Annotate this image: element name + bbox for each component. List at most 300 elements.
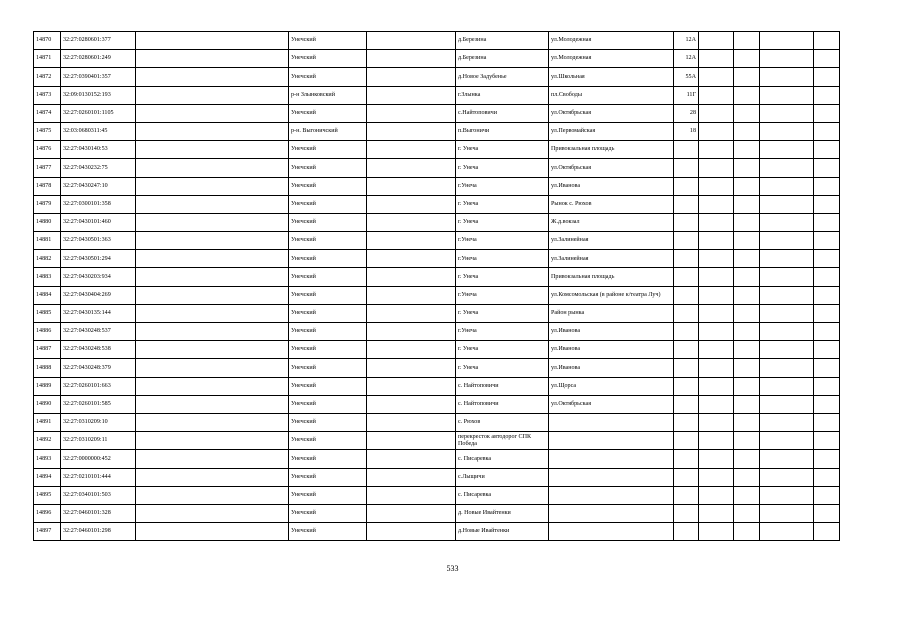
empty-cell — [699, 232, 734, 250]
settlement-cell: с.Найтоповичи — [456, 104, 549, 122]
row-id-cell: 14882 — [34, 250, 61, 268]
empty-cell — [814, 359, 840, 377]
street-cell — [549, 486, 674, 504]
settlement-cell: д.Новое Задубенье — [456, 68, 549, 86]
street-cell — [549, 523, 674, 541]
empty-cell — [367, 286, 456, 304]
empty-cell — [734, 468, 760, 486]
street-cell: Ж.д.вокзал — [549, 213, 674, 231]
empty-cell — [814, 50, 840, 68]
district-cell: Унечский — [289, 232, 367, 250]
cadastral-number-cell: 32:27:0260101:1105 — [61, 104, 136, 122]
empty-cell — [699, 523, 734, 541]
street-cell: Рынок с. Рюхов — [549, 195, 674, 213]
row-id-cell: 14877 — [34, 159, 61, 177]
empty-cell — [734, 232, 760, 250]
empty-cell — [760, 50, 814, 68]
table-row — [34, 450, 840, 468]
street-cell: ул.Залинейная — [549, 250, 674, 268]
empty-cell — [760, 195, 814, 213]
house-number-cell — [674, 177, 699, 195]
table-row — [34, 141, 840, 159]
house-number-cell — [674, 250, 699, 268]
empty-cell — [367, 413, 456, 431]
empty-cell — [136, 213, 289, 231]
settlement-cell: г.Унеча — [456, 286, 549, 304]
empty-cell — [760, 450, 814, 468]
table-row — [34, 250, 840, 268]
empty-cell — [699, 286, 734, 304]
settlement-cell: д.Новые Ивайтенки — [456, 523, 549, 541]
row-id-cell: 14871 — [34, 50, 61, 68]
empty-cell — [136, 86, 289, 104]
cadastral-number-cell: 32:27:0000000:452 — [61, 450, 136, 468]
table-row — [34, 377, 840, 395]
empty-cell — [367, 213, 456, 231]
house-number-cell: 18 — [674, 122, 699, 140]
empty-cell — [367, 523, 456, 541]
empty-cell — [136, 50, 289, 68]
house-number-cell — [674, 286, 699, 304]
cadastral-number-cell: 32:27:0430404:269 — [61, 286, 136, 304]
empty-cell — [136, 122, 289, 140]
table-row — [34, 68, 840, 86]
empty-cell — [734, 395, 760, 413]
empty-cell — [814, 504, 840, 522]
district-cell: Унечский — [289, 268, 367, 286]
empty-cell — [734, 504, 760, 522]
cadastral-number-cell: 32:27:0260101:663 — [61, 377, 136, 395]
empty-cell — [760, 32, 814, 50]
empty-cell — [734, 141, 760, 159]
empty-cell — [734, 268, 760, 286]
row-id-cell: 14884 — [34, 286, 61, 304]
cadastral-number-cell: 32:27:0430203:934 — [61, 268, 136, 286]
house-number-cell — [674, 159, 699, 177]
empty-cell — [136, 523, 289, 541]
empty-cell — [367, 86, 456, 104]
empty-cell — [760, 359, 814, 377]
empty-cell — [699, 304, 734, 322]
empty-cell — [367, 432, 456, 450]
empty-cell — [760, 122, 814, 140]
empty-cell — [136, 195, 289, 213]
row-id-cell: 14897 — [34, 523, 61, 541]
empty-cell — [699, 450, 734, 468]
empty-cell — [699, 141, 734, 159]
empty-cell — [814, 468, 840, 486]
table-row — [34, 504, 840, 522]
street-cell: ул.Комсомольская (в районе к/театра Луч) — [549, 286, 674, 304]
settlement-cell: с. Писаревка — [456, 450, 549, 468]
empty-cell — [814, 141, 840, 159]
row-id-cell: 14875 — [34, 122, 61, 140]
empty-cell — [367, 377, 456, 395]
house-number-cell — [674, 232, 699, 250]
empty-cell — [760, 286, 814, 304]
empty-cell — [734, 68, 760, 86]
row-id-cell: 14885 — [34, 304, 61, 322]
street-cell: ул.Октябрьская — [549, 104, 674, 122]
table-row — [34, 395, 840, 413]
empty-cell — [760, 159, 814, 177]
table-row — [34, 232, 840, 250]
settlement-cell: г. Унеча — [456, 304, 549, 322]
table-row — [34, 177, 840, 195]
cadastral-number-cell: 32:27:0310209:10 — [61, 413, 136, 431]
empty-cell — [367, 141, 456, 159]
empty-cell — [699, 359, 734, 377]
empty-cell — [734, 122, 760, 140]
street-cell: ул.Школьная — [549, 68, 674, 86]
empty-cell — [760, 413, 814, 431]
street-cell — [549, 413, 674, 431]
empty-cell — [760, 468, 814, 486]
district-cell: Унечский — [289, 68, 367, 86]
district-cell: Унечский — [289, 213, 367, 231]
district-cell: Унечский — [289, 341, 367, 359]
empty-cell — [699, 68, 734, 86]
empty-cell — [136, 141, 289, 159]
empty-cell — [136, 177, 289, 195]
empty-cell — [699, 104, 734, 122]
cadastral-number-cell: 32:27:0430248:379 — [61, 359, 136, 377]
house-number-cell — [674, 341, 699, 359]
cadastral-number-cell: 32:27:0460101:298 — [61, 523, 136, 541]
house-number-cell — [674, 359, 699, 377]
settlement-cell: перекресток автодорог СПК Победа — [456, 432, 549, 450]
empty-cell — [734, 486, 760, 504]
empty-cell — [814, 250, 840, 268]
cadastral-number-cell: 32:27:0430247:10 — [61, 177, 136, 195]
house-number-cell — [674, 432, 699, 450]
district-cell: Унечский — [289, 286, 367, 304]
empty-cell — [699, 432, 734, 450]
row-id-cell: 14893 — [34, 450, 61, 468]
empty-cell — [699, 159, 734, 177]
empty-cell — [136, 341, 289, 359]
empty-cell — [734, 250, 760, 268]
row-id-cell: 14870 — [34, 32, 61, 50]
district-cell: Унечский — [289, 141, 367, 159]
settlement-cell: г. Унеча — [456, 141, 549, 159]
house-number-cell — [674, 413, 699, 431]
row-id-cell: 14891 — [34, 413, 61, 431]
district-cell: Унечский — [289, 177, 367, 195]
district-cell: Унечский — [289, 377, 367, 395]
empty-cell — [367, 32, 456, 50]
table-row — [34, 104, 840, 122]
empty-cell — [136, 450, 289, 468]
empty-cell — [136, 304, 289, 322]
empty-cell — [699, 86, 734, 104]
empty-cell — [699, 195, 734, 213]
empty-cell — [734, 341, 760, 359]
empty-cell — [760, 486, 814, 504]
district-cell: Унечский — [289, 504, 367, 522]
settlement-cell: г. Унеча — [456, 359, 549, 377]
settlement-cell: с. Найтоповичи — [456, 377, 549, 395]
empty-cell — [136, 159, 289, 177]
empty-cell — [760, 432, 814, 450]
house-number-cell — [674, 141, 699, 159]
empty-cell — [814, 104, 840, 122]
district-cell: Унечский — [289, 523, 367, 541]
row-id-cell: 14886 — [34, 323, 61, 341]
empty-cell — [734, 450, 760, 468]
row-id-cell: 14890 — [34, 395, 61, 413]
table-body — [34, 32, 840, 541]
settlement-cell: с. Найтоповичи — [456, 395, 549, 413]
empty-cell — [760, 323, 814, 341]
empty-cell — [734, 213, 760, 231]
empty-cell — [699, 213, 734, 231]
empty-cell — [734, 359, 760, 377]
table-row — [34, 304, 840, 322]
table-row — [34, 213, 840, 231]
cadastral-number-cell: 32:03:0680311:45 — [61, 122, 136, 140]
empty-cell — [699, 413, 734, 431]
district-cell: Унечский — [289, 468, 367, 486]
empty-cell — [367, 177, 456, 195]
empty-cell — [699, 323, 734, 341]
street-cell — [549, 504, 674, 522]
table-row — [34, 32, 840, 50]
empty-cell — [136, 232, 289, 250]
house-number-cell: 12А — [674, 32, 699, 50]
house-number-cell: 28 — [674, 104, 699, 122]
district-cell: Унечский — [289, 159, 367, 177]
cadastral-number-cell: 32:27:0430140:53 — [61, 141, 136, 159]
empty-cell — [136, 377, 289, 395]
empty-cell — [367, 395, 456, 413]
street-cell: пл.Свободы — [549, 86, 674, 104]
empty-cell — [814, 232, 840, 250]
house-number-cell — [674, 268, 699, 286]
district-cell: Унечский — [289, 304, 367, 322]
empty-cell — [734, 432, 760, 450]
row-id-cell: 14878 — [34, 177, 61, 195]
empty-cell — [814, 432, 840, 450]
street-cell: ул.Молодежная — [549, 32, 674, 50]
empty-cell — [367, 50, 456, 68]
empty-cell — [367, 486, 456, 504]
empty-cell — [367, 450, 456, 468]
empty-cell — [699, 177, 734, 195]
row-id-cell: 14874 — [34, 104, 61, 122]
table-row — [34, 432, 840, 450]
empty-cell — [734, 413, 760, 431]
empty-cell — [814, 195, 840, 213]
table-row — [34, 50, 840, 68]
house-number-cell — [674, 486, 699, 504]
house-number-cell: 55А — [674, 68, 699, 86]
street-cell: ул.Иванова — [549, 177, 674, 195]
empty-cell — [699, 486, 734, 504]
empty-cell — [367, 104, 456, 122]
empty-cell — [760, 341, 814, 359]
house-number-cell — [674, 213, 699, 231]
district-cell: Унечский — [289, 359, 367, 377]
settlement-cell: г. Унеча — [456, 195, 549, 213]
empty-cell — [814, 450, 840, 468]
empty-cell — [734, 159, 760, 177]
empty-cell — [814, 523, 840, 541]
cadastral-number-cell: 32:27:0460101:328 — [61, 504, 136, 522]
cadastral-number-cell: 32:27:0430501:363 — [61, 232, 136, 250]
empty-cell — [367, 195, 456, 213]
street-cell: ул.Октябрьская — [549, 395, 674, 413]
house-number-cell — [674, 304, 699, 322]
empty-cell — [699, 504, 734, 522]
district-cell: Унечский — [289, 432, 367, 450]
cadastral-number-cell: 32:27:0390401:357 — [61, 68, 136, 86]
empty-cell — [699, 32, 734, 50]
empty-cell — [814, 68, 840, 86]
house-number-cell — [674, 395, 699, 413]
settlement-cell: с.Лыщичи — [456, 468, 549, 486]
cadastral-number-cell: 32:27:0430232:75 — [61, 159, 136, 177]
house-number-cell — [674, 323, 699, 341]
empty-cell — [136, 104, 289, 122]
street-cell: ул.Залинейная — [549, 232, 674, 250]
empty-cell — [699, 50, 734, 68]
empty-cell — [136, 268, 289, 286]
row-id-cell: 14880 — [34, 213, 61, 231]
street-cell: Район рынка — [549, 304, 674, 322]
table-row — [34, 359, 840, 377]
empty-cell — [814, 341, 840, 359]
table-row — [34, 86, 840, 104]
row-id-cell: 14892 — [34, 432, 61, 450]
row-id-cell: 14887 — [34, 341, 61, 359]
district-cell: Унечский — [289, 50, 367, 68]
empty-cell — [760, 213, 814, 231]
street-cell: ул.Щорса — [549, 377, 674, 395]
empty-cell — [699, 395, 734, 413]
empty-cell — [760, 268, 814, 286]
empty-cell — [136, 395, 289, 413]
empty-cell — [699, 468, 734, 486]
empty-cell — [136, 468, 289, 486]
house-number-cell: 12А — [674, 50, 699, 68]
empty-cell — [136, 68, 289, 86]
house-number-cell — [674, 468, 699, 486]
empty-cell — [734, 177, 760, 195]
district-cell: р-н. Выгоничский — [289, 122, 367, 140]
cadastral-number-cell: 32:27:0260101:585 — [61, 395, 136, 413]
district-cell: Унечский — [289, 195, 367, 213]
table-row — [34, 195, 840, 213]
empty-cell — [136, 250, 289, 268]
table-row — [34, 268, 840, 286]
settlement-cell: г.Унеча — [456, 323, 549, 341]
empty-cell — [136, 32, 289, 50]
district-cell: Унечский — [289, 486, 367, 504]
house-number-cell — [674, 504, 699, 522]
empty-cell — [814, 86, 840, 104]
empty-cell — [367, 268, 456, 286]
empty-cell — [814, 323, 840, 341]
empty-cell — [814, 377, 840, 395]
settlement-cell: с. Рюхов — [456, 413, 549, 431]
cadastral-number-cell: 32:27:0430101:460 — [61, 213, 136, 231]
empty-cell — [734, 523, 760, 541]
cadastral-number-cell: 32:27:0430135:144 — [61, 304, 136, 322]
house-number-cell — [674, 195, 699, 213]
district-cell: Унечский — [289, 104, 367, 122]
cadastral-number-cell: 32:27:0430248:537 — [61, 323, 136, 341]
cadastral-number-cell: 32:27:0280601:249 — [61, 50, 136, 68]
table-row — [34, 159, 840, 177]
district-cell: Унечский — [289, 395, 367, 413]
row-id-cell: 14879 — [34, 195, 61, 213]
table-row — [34, 523, 840, 541]
empty-cell — [367, 504, 456, 522]
district-cell: Унечский — [289, 250, 367, 268]
empty-cell — [760, 141, 814, 159]
empty-cell — [367, 232, 456, 250]
empty-cell — [699, 341, 734, 359]
empty-cell — [734, 195, 760, 213]
house-number-cell — [674, 377, 699, 395]
cadastral-number-cell: 32:27:0430501:294 — [61, 250, 136, 268]
empty-cell — [814, 413, 840, 431]
district-cell: Унечский — [289, 323, 367, 341]
row-id-cell: 14876 — [34, 141, 61, 159]
empty-cell — [814, 268, 840, 286]
empty-cell — [734, 286, 760, 304]
empty-cell — [814, 32, 840, 50]
empty-cell — [136, 323, 289, 341]
settlement-cell: г. Унеча — [456, 341, 549, 359]
empty-cell — [136, 359, 289, 377]
cadastral-number-cell: 32:27:0280601:377 — [61, 32, 136, 50]
district-cell: р-н Злынковский — [289, 86, 367, 104]
empty-cell — [136, 504, 289, 522]
table-row — [34, 341, 840, 359]
row-id-cell: 14873 — [34, 86, 61, 104]
street-cell: ул.Первомайская — [549, 122, 674, 140]
street-cell — [549, 450, 674, 468]
empty-cell — [760, 523, 814, 541]
settlement-cell: с. Писаревка — [456, 486, 549, 504]
empty-cell — [367, 359, 456, 377]
house-number-cell — [674, 450, 699, 468]
empty-cell — [367, 250, 456, 268]
row-id-cell: 14872 — [34, 68, 61, 86]
empty-cell — [734, 86, 760, 104]
row-id-cell: 14896 — [34, 504, 61, 522]
empty-cell — [734, 104, 760, 122]
settlement-cell: г. Унеча — [456, 213, 549, 231]
empty-cell — [367, 304, 456, 322]
settlement-cell: г. Унеча — [456, 268, 549, 286]
settlement-cell: г.Унеча — [456, 232, 549, 250]
empty-cell — [760, 395, 814, 413]
table-row — [34, 323, 840, 341]
street-cell: ул.Молодежная — [549, 50, 674, 68]
empty-cell — [760, 250, 814, 268]
district-cell: Унечский — [289, 32, 367, 50]
street-cell: Привокзальная площадь — [549, 268, 674, 286]
table-row — [34, 286, 840, 304]
row-id-cell: 14888 — [34, 359, 61, 377]
cadastral-number-cell: 32:27:0340101:503 — [61, 486, 136, 504]
empty-cell — [814, 395, 840, 413]
district-cell: Унечский — [289, 450, 367, 468]
settlement-cell: п.Выгоничи — [456, 122, 549, 140]
